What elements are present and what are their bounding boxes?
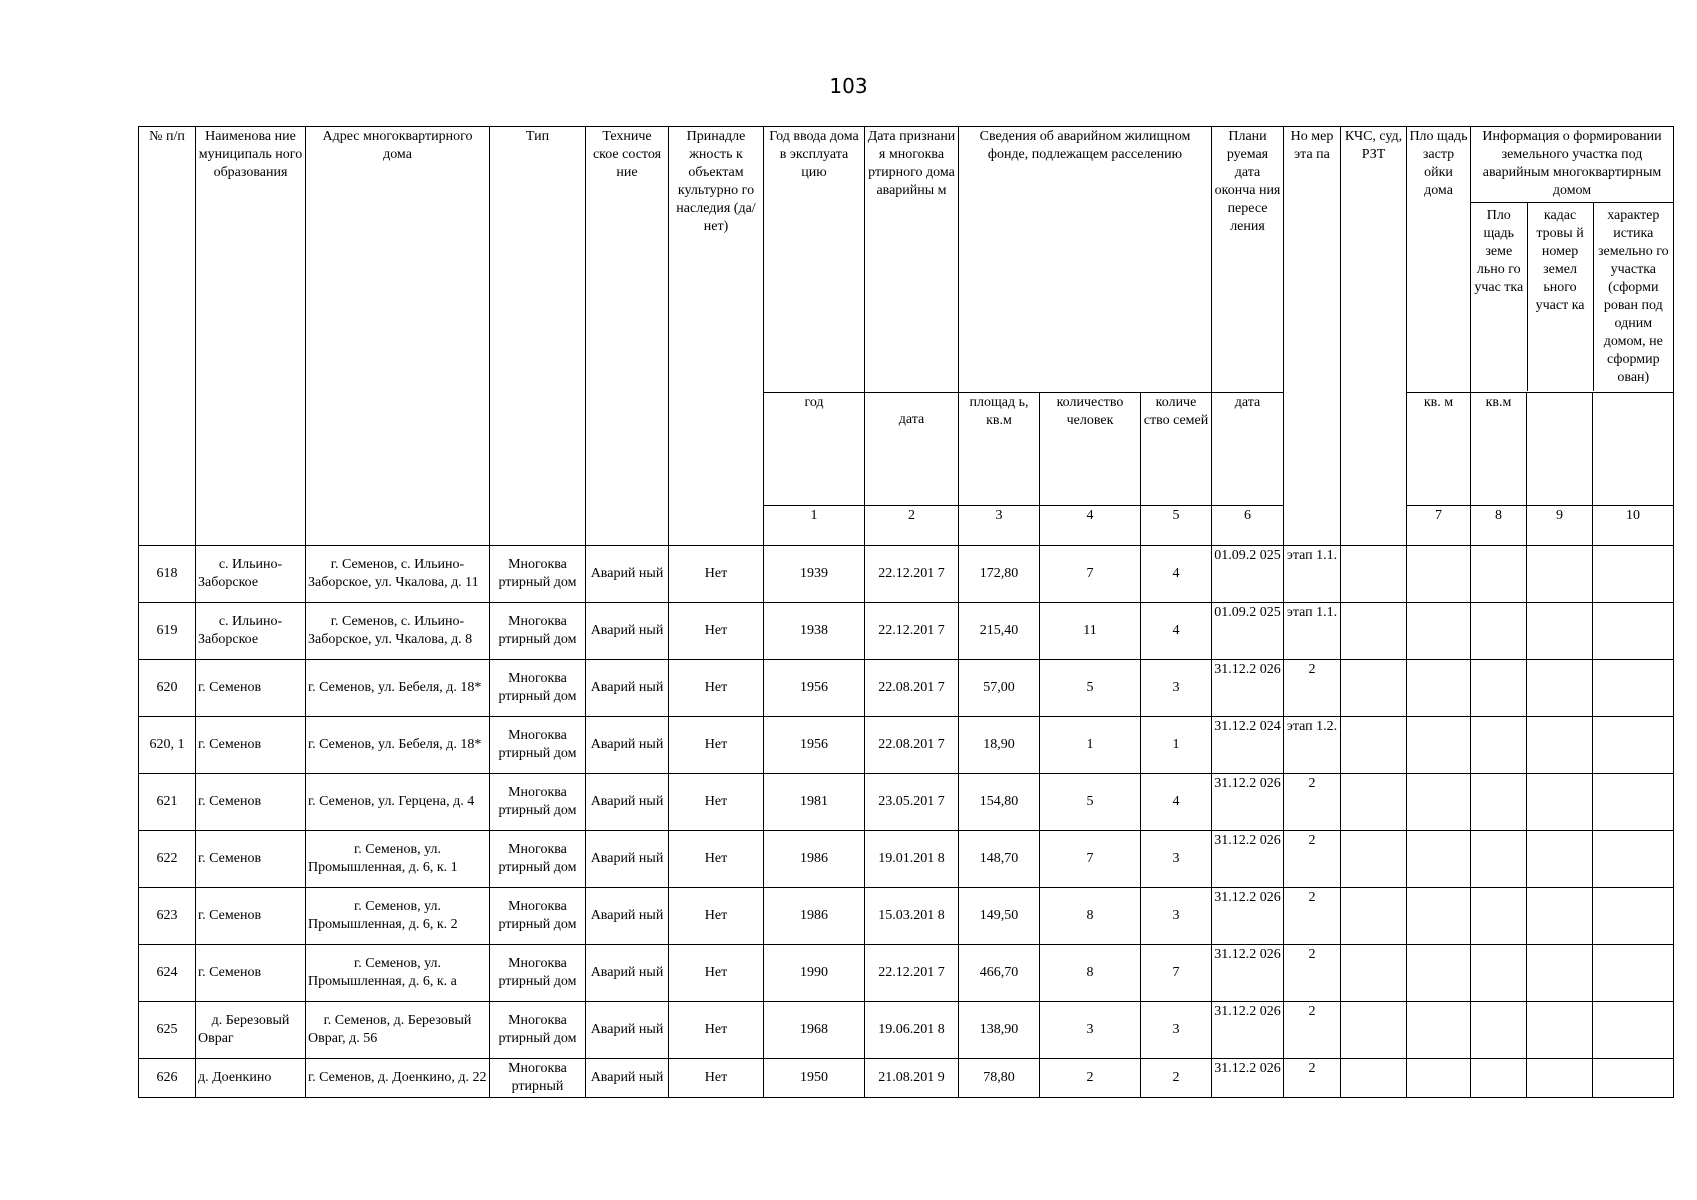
header-emergency-fund-group: Сведения об аварийном жилищном фонде, подлежащем расселению — [959, 127, 1212, 393]
row-number: 619 — [139, 603, 196, 660]
heritage-cell: Нет — [669, 774, 764, 831]
area-cell: 172,80 — [959, 546, 1040, 603]
year-cell: 1939 — [764, 546, 865, 603]
land-characteristic-cell — [1593, 774, 1674, 831]
row-number: 618 — [139, 546, 196, 603]
area-cell: 18,90 — [959, 717, 1040, 774]
recognition-date-cell: 22.12.201 7 — [865, 603, 959, 660]
year-cell: 1956 — [764, 660, 865, 717]
people-cell: 3 — [1040, 1002, 1141, 1059]
kchs-cell — [1341, 774, 1407, 831]
municipality-cell: г. Семенов — [196, 945, 306, 1002]
header-planned-date-sub: дата — [1212, 393, 1284, 506]
land-characteristic-cell — [1593, 888, 1674, 945]
column-number: 10 — [1593, 506, 1674, 546]
people-cell: 2 — [1040, 1059, 1141, 1098]
header-recognition-date: Дата признани я многоква ртирного дома аварийны м — [865, 127, 959, 393]
recognition-date-cell: 23.05.201 7 — [865, 774, 959, 831]
families-cell: 4 — [1141, 603, 1212, 660]
planned-date-cell: 31.12.2 026 — [1212, 660, 1284, 717]
address-cell: г. Семенов, ул. Промышленная, д. 6, к. 2 — [306, 888, 490, 945]
header-heritage: Принадле жность к объектам культурно го наследия (да/нет) — [669, 127, 764, 546]
table-row — [139, 546, 1674, 603]
type-cell: Многоква ртирный дом — [490, 660, 586, 717]
address-cell: г. Семенов, ул. Бебеля, д. 18* — [306, 717, 490, 774]
land-area-cell — [1471, 1002, 1527, 1059]
families-cell: 1 — [1141, 717, 1212, 774]
land-area-cell — [1471, 603, 1527, 660]
state-cell: Аварий ный — [586, 945, 669, 1002]
land-characteristic-cell — [1593, 717, 1674, 774]
planned-date-cell: 31.12.2 026 — [1212, 831, 1284, 888]
recognition-date-cell: 19.01.201 8 — [865, 831, 959, 888]
header-year: Год ввода дома в эксплуата цию — [764, 127, 865, 393]
header-families-sub: количе ство семей — [1141, 393, 1212, 506]
stage-cell: 2 — [1284, 888, 1341, 945]
header-land-plot-group — [1471, 127, 1674, 393]
municipality-cell: г. Семенов — [196, 831, 306, 888]
column-number: 8 — [1471, 506, 1527, 546]
families-cell: 3 — [1141, 888, 1212, 945]
header-land-area: Пло щадь земе льно го учас тка — [1471, 203, 1528, 391]
year-cell: 1981 — [764, 774, 865, 831]
kchs-cell — [1341, 1002, 1407, 1059]
kchs-cell — [1341, 1059, 1407, 1098]
address-cell: г. Семенов, ул. Промышленная, д. 6, к. 1 — [306, 831, 490, 888]
building-area-cell — [1407, 1059, 1471, 1098]
header-building-area: Пло щадь застр ойки дома — [1407, 127, 1471, 393]
stage-cell: 2 — [1284, 774, 1341, 831]
land-characteristic-cell — [1593, 831, 1674, 888]
building-area-cell — [1407, 1002, 1471, 1059]
state-cell: Аварий ный — [586, 1002, 669, 1059]
header-area-sub: площад ь, кв.м — [959, 393, 1040, 506]
state-cell: Аварий ный — [586, 546, 669, 603]
year-cell: 1956 — [764, 717, 865, 774]
kchs-cell — [1341, 660, 1407, 717]
year-cell: 1986 — [764, 888, 865, 945]
planned-date-cell: 01.09.2 025 — [1212, 603, 1284, 660]
row-number: 620, 1 — [139, 717, 196, 774]
area-cell: 215,40 — [959, 603, 1040, 660]
municipality-cell: г. Семенов — [196, 774, 306, 831]
header-stage-number: Но мер эта па — [1284, 127, 1341, 546]
header-num: № п/п — [139, 127, 196, 546]
land-area-cell — [1471, 546, 1527, 603]
year-cell: 1968 — [764, 1002, 865, 1059]
row-number: 624 — [139, 945, 196, 1002]
header-building-area-sub: кв. м — [1407, 393, 1471, 506]
heritage-cell: Нет — [669, 945, 764, 1002]
address-cell: г. Семенов, ул. Бебеля, д. 18* — [306, 660, 490, 717]
column-number: 1 — [764, 506, 865, 546]
type-cell: Многоква ртирный дом — [490, 717, 586, 774]
table-body — [139, 546, 1674, 1098]
year-cell: 1990 — [764, 945, 865, 1002]
header-planned-date: Плани руемая дата оконча ния пересе ления — [1212, 127, 1284, 393]
column-number: 5 — [1141, 506, 1212, 546]
table-row — [139, 717, 1674, 774]
cadastral-cell — [1527, 774, 1593, 831]
cadastral-cell — [1527, 831, 1593, 888]
table-row — [139, 774, 1674, 831]
stage-cell: 2 — [1284, 945, 1341, 1002]
header-cadastral-sub — [1527, 393, 1593, 506]
recognition-date-cell: 21.08.201 9 — [865, 1059, 959, 1098]
cadastral-cell — [1527, 888, 1593, 945]
table-row — [139, 660, 1674, 717]
cadastral-cell — [1527, 717, 1593, 774]
land-characteristic-cell — [1593, 1002, 1674, 1059]
municipality-cell: д. Березовый Овраг — [196, 1002, 306, 1059]
header-tech-state: Техниче ское состоя ние — [586, 127, 669, 546]
land-characteristic-cell — [1593, 945, 1674, 1002]
heritage-cell: Нет — [669, 831, 764, 888]
header-cadastral: кадас тровы й номер земел ьного участ ка — [1528, 203, 1594, 391]
header-municipality: Наименова ние муниципаль ного образования — [196, 127, 306, 546]
stage-cell: этап 1.1. — [1284, 603, 1341, 660]
table-row — [139, 603, 1674, 660]
people-cell: 5 — [1040, 660, 1141, 717]
building-area-cell — [1407, 888, 1471, 945]
table-row — [139, 888, 1674, 945]
planned-date-cell: 31.12.2 026 — [1212, 1002, 1284, 1059]
planned-date-cell: 01.09.2 025 — [1212, 546, 1284, 603]
heritage-cell: Нет — [669, 546, 764, 603]
header-land-char-sub — [1593, 393, 1674, 506]
header-people-sub: количество человек — [1040, 393, 1141, 506]
people-cell: 1 — [1040, 717, 1141, 774]
state-cell: Аварий ный — [586, 831, 669, 888]
families-cell: 3 — [1141, 660, 1212, 717]
address-cell: г. Семенов, д. Березовый Овраг, д. 56 — [306, 1002, 490, 1059]
row-number: 621 — [139, 774, 196, 831]
land-area-cell — [1471, 717, 1527, 774]
cadastral-cell — [1527, 660, 1593, 717]
municipality-cell: с. Ильино-Заборское — [196, 603, 306, 660]
planned-date-cell: 31.12.2 026 — [1212, 774, 1284, 831]
area-cell: 78,80 — [959, 1059, 1040, 1098]
recognition-date-cell: 22.12.201 7 — [865, 945, 959, 1002]
recognition-date-cell: 15.03.201 8 — [865, 888, 959, 945]
table-row — [139, 1002, 1674, 1059]
building-area-cell — [1407, 546, 1471, 603]
area-cell: 148,70 — [959, 831, 1040, 888]
year-cell: 1986 — [764, 831, 865, 888]
kchs-cell — [1341, 546, 1407, 603]
building-area-cell — [1407, 717, 1471, 774]
type-cell: Многоква ртирный — [490, 1059, 586, 1098]
area-cell: 149,50 — [959, 888, 1040, 945]
row-number: 626 — [139, 1059, 196, 1098]
land-characteristic-cell — [1593, 546, 1674, 603]
row-number: 625 — [139, 1002, 196, 1059]
municipality-cell: г. Семенов — [196, 717, 306, 774]
land-area-cell — [1471, 945, 1527, 1002]
land-area-cell — [1471, 774, 1527, 831]
cadastral-cell — [1527, 546, 1593, 603]
kchs-cell — [1341, 717, 1407, 774]
state-cell: Аварий ный — [586, 888, 669, 945]
area-cell: 138,90 — [959, 1002, 1040, 1059]
type-cell: Многоква ртирный дом — [490, 774, 586, 831]
cadastral-cell — [1527, 1059, 1593, 1098]
people-cell: 5 — [1040, 774, 1141, 831]
row-number: 620 — [139, 660, 196, 717]
column-number: 2 — [865, 506, 959, 546]
row-number: 622 — [139, 831, 196, 888]
table-row — [139, 945, 1674, 1002]
column-number: 6 — [1212, 506, 1284, 546]
area-cell: 466,70 — [959, 945, 1040, 1002]
row-number: 623 — [139, 888, 196, 945]
type-cell: Многоква ртирный дом — [490, 831, 586, 888]
table-row — [139, 831, 1674, 888]
people-cell: 11 — [1040, 603, 1141, 660]
column-number: 7 — [1407, 506, 1471, 546]
column-number: 3 — [959, 506, 1040, 546]
people-cell: 8 — [1040, 888, 1141, 945]
families-cell: 7 — [1141, 945, 1212, 1002]
land-characteristic-cell — [1593, 660, 1674, 717]
families-cell: 2 — [1141, 1059, 1212, 1098]
cadastral-cell — [1527, 603, 1593, 660]
stage-cell: этап 1.1. — [1284, 546, 1341, 603]
state-cell: Аварий ный — [586, 603, 669, 660]
address-cell: г. Семенов, ул. Герцена, д. 4 — [306, 774, 490, 831]
stage-cell: 2 — [1284, 1002, 1341, 1059]
building-area-cell — [1407, 660, 1471, 717]
land-area-cell — [1471, 660, 1527, 717]
header-row-1 — [139, 127, 1674, 393]
heritage-cell: Нет — [669, 888, 764, 945]
land-plot-group-title: Информация о формировании земельного участка под аварийным многоквартирным домом — [1471, 128, 1673, 203]
year-cell: 1950 — [764, 1059, 865, 1098]
kchs-cell — [1341, 888, 1407, 945]
page-number: 103 — [829, 74, 868, 98]
type-cell: Многоква ртирный дом — [490, 603, 586, 660]
header-year-sub: год — [764, 393, 865, 506]
stage-cell: 2 — [1284, 831, 1341, 888]
people-cell: 7 — [1040, 546, 1141, 603]
header-address: Адрес многоквартирного дома — [306, 127, 490, 546]
land-area-cell — [1471, 1059, 1527, 1098]
land-characteristic-cell — [1593, 1059, 1674, 1098]
cadastral-cell — [1527, 945, 1593, 1002]
year-cell: 1938 — [764, 603, 865, 660]
cadastral-cell — [1527, 1002, 1593, 1059]
heritage-cell: Нет — [669, 603, 764, 660]
building-area-cell — [1407, 831, 1471, 888]
state-cell: Аварий ный — [586, 660, 669, 717]
planned-date-cell: 31.12.2 026 — [1212, 1059, 1284, 1098]
recognition-date-cell: 22.12.201 7 — [865, 546, 959, 603]
municipality-cell: г. Семенов — [196, 660, 306, 717]
stage-cell: 2 — [1284, 1059, 1341, 1098]
heritage-cell: Нет — [669, 1002, 764, 1059]
recognition-date-cell: 22.08.201 7 — [865, 660, 959, 717]
state-cell: Аварий ный — [586, 717, 669, 774]
heritage-cell: Нет — [669, 660, 764, 717]
emergency-housing-table — [138, 126, 1674, 1098]
families-cell: 3 — [1141, 1002, 1212, 1059]
planned-date-cell: 31.12.2 026 — [1212, 888, 1284, 945]
planned-date-cell: 31.12.2 026 — [1212, 945, 1284, 1002]
building-area-cell — [1407, 603, 1471, 660]
families-cell: 3 — [1141, 831, 1212, 888]
land-area-cell — [1471, 888, 1527, 945]
recognition-date-cell: 19.06.201 8 — [865, 1002, 959, 1059]
type-cell: Многоква ртирный дом — [490, 1002, 586, 1059]
state-cell: Аварий ный — [586, 1059, 669, 1098]
type-cell: Многоква ртирный дом — [490, 945, 586, 1002]
type-cell: Многоква ртирный дом — [490, 888, 586, 945]
recognition-date-cell: 22.08.201 7 — [865, 717, 959, 774]
address-cell: г. Семенов, ул. Промышленная, д. 6, к. а — [306, 945, 490, 1002]
building-area-cell — [1407, 945, 1471, 1002]
building-area-cell — [1407, 774, 1471, 831]
land-area-cell — [1471, 831, 1527, 888]
header-land-area-sub: кв.м — [1471, 393, 1527, 506]
area-cell: 57,00 — [959, 660, 1040, 717]
kchs-cell — [1341, 831, 1407, 888]
header-kchs: КЧС, суд, РЗТ — [1341, 127, 1407, 546]
families-cell: 4 — [1141, 546, 1212, 603]
people-cell: 7 — [1040, 831, 1141, 888]
header-date-sub: дата — [865, 393, 959, 506]
families-cell: 4 — [1141, 774, 1212, 831]
municipality-cell: г. Семенов — [196, 888, 306, 945]
address-cell: г. Семенов, с. Ильино-Заборское, ул. Чкалова, д. 11 — [306, 546, 490, 603]
land-characteristic-cell — [1593, 603, 1674, 660]
column-number: 4 — [1040, 506, 1141, 546]
kchs-cell — [1341, 603, 1407, 660]
planned-date-cell: 31.12.2 024 — [1212, 717, 1284, 774]
stage-cell: этап 1.2. — [1284, 717, 1341, 774]
heritage-cell: Нет — [669, 1059, 764, 1098]
people-cell: 8 — [1040, 945, 1141, 1002]
type-cell: Многоква ртирный дом — [490, 546, 586, 603]
address-cell: г. Семенов, д. Доенкино, д. 22 — [306, 1059, 490, 1098]
area-cell: 154,80 — [959, 774, 1040, 831]
state-cell: Аварий ный — [586, 774, 669, 831]
table-row — [139, 1059, 1674, 1098]
header-land-characteristic: характер истика земельно го участка (сформи рован под одним домом, не сформир ован) — [1598, 208, 1669, 385]
heritage-cell: Нет — [669, 717, 764, 774]
column-number: 9 — [1527, 506, 1593, 546]
kchs-cell — [1341, 945, 1407, 1002]
municipality-cell: с. Ильино-Заборское — [196, 546, 306, 603]
land-plot-subheaders — [1471, 203, 1673, 391]
address-cell: г. Семенов, с. Ильино-Заборское, ул. Чкалова, д. 8 — [306, 603, 490, 660]
stage-cell: 2 — [1284, 660, 1341, 717]
municipality-cell: д. Доенкино — [196, 1059, 306, 1098]
header-type: Тип — [490, 127, 586, 546]
